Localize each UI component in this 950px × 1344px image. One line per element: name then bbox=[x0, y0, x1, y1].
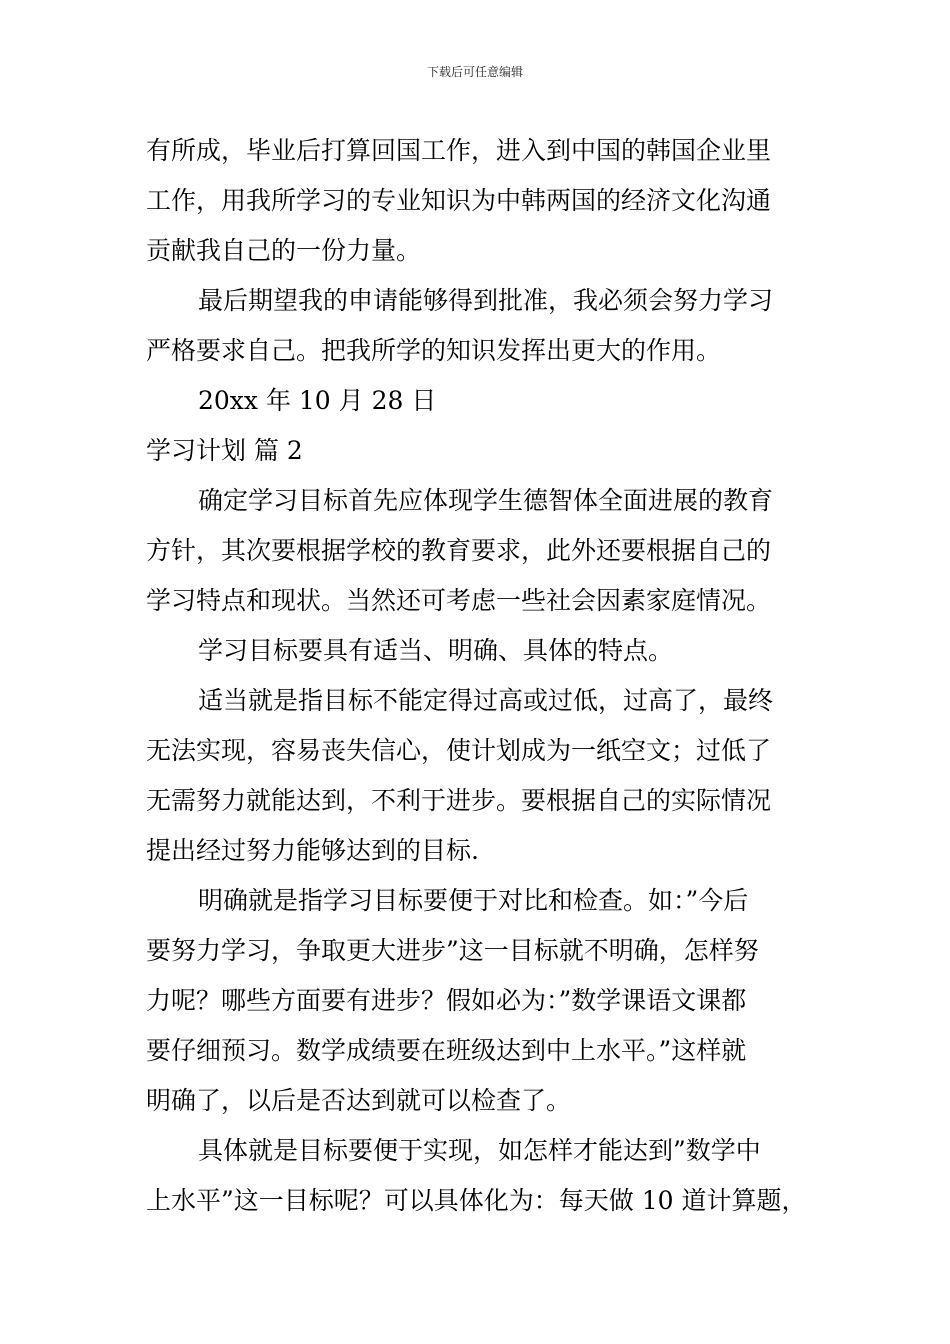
text-line: 贡献我自己的一份力量。 bbox=[146, 236, 422, 265]
text-line: 明确了，以后是否达到就可以检查了。 bbox=[146, 1086, 572, 1115]
text-line: 20xx 年 10 月 28 日 bbox=[198, 386, 437, 415]
text-line: 明确就是指学习目标要便于对比和检查。如：”今后 bbox=[198, 886, 749, 915]
text-line: 学习计划 篇 2 bbox=[146, 436, 303, 465]
text-line: 要仔细预习。数学成绩要在班级达到中上水平。”这样就 bbox=[146, 1036, 747, 1065]
text-line: 无需努力就能达到，不利于进步。要根据自己的实际情况 bbox=[146, 786, 772, 815]
text-line: 适当就是指目标不能定得过高或过低，过高了，最终 bbox=[198, 686, 774, 715]
text-line: 工作，用我所学习的专业知识为中韩两国的经济文化沟通 bbox=[146, 186, 772, 215]
text-line: 要努力学习，争取更大进步”这一目标就不明确，怎样努 bbox=[146, 936, 759, 965]
document-body bbox=[146, 126, 816, 1226]
text-line: 确定学习目标首先应体现学生德智体全面进展的教育 bbox=[198, 486, 774, 515]
text-line: 学习目标要具有适当、明确、具体的特点。 bbox=[198, 636, 674, 665]
page-header-note: 下载后可任意编辑 bbox=[426, 65, 523, 79]
text-line: 力呢？哪些方面要有进步？假如必为：”数学课语文课都 bbox=[146, 986, 747, 1015]
text-line: 提出经过努力能够达到的目标. bbox=[146, 836, 479, 865]
text-line: 有所成，毕业后打算回国工作，进入到中国的韩国企业里 bbox=[146, 136, 772, 165]
text-line: 具体就是目标要便于实现，如怎样才能达到”数学中 bbox=[198, 1136, 761, 1165]
text-line: 方针，其次要根据学校的教育要求，此外还要根据自己的 bbox=[146, 536, 772, 565]
text-line: 最后期望我的申请能够得到批准，我必须会努力学习 bbox=[198, 286, 774, 315]
text-line: 学习特点和现状。当然还可考虑一些社会因素家庭情况。 bbox=[146, 586, 772, 615]
text-line: 无法实现，容易丧失信心，使计划成为一纸空文；过低了 bbox=[146, 736, 772, 765]
text-line: 严格要求自己。把我所学的知识发挥出更大的作用。 bbox=[146, 336, 722, 365]
text-line: 上水平”这一目标呢？可以具体化为：每天做 10 道计算题， bbox=[146, 1186, 807, 1215]
